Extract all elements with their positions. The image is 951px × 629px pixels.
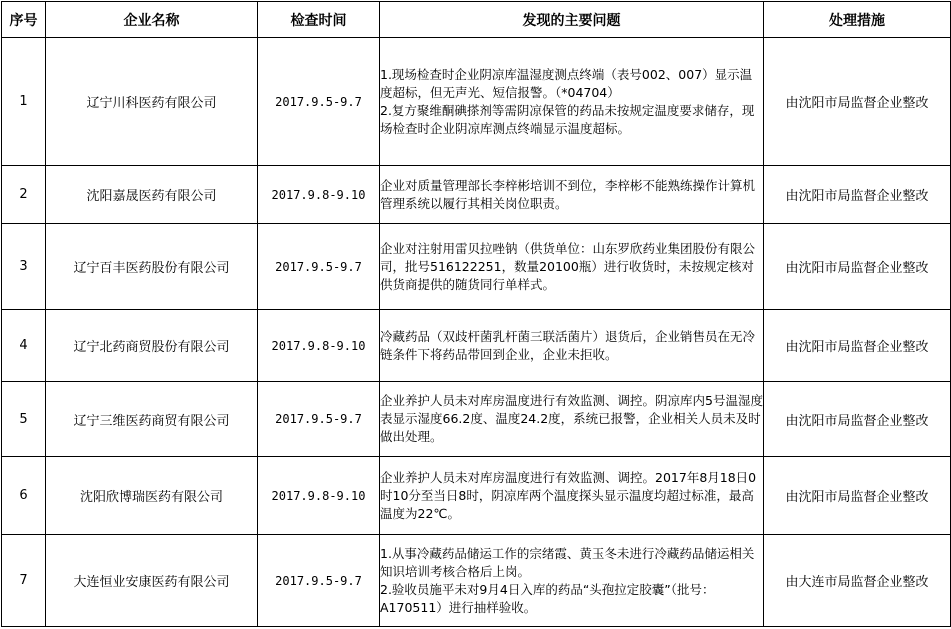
table-row <box>2 457 951 535</box>
inspection-date: 2017.9.5-9.7 <box>258 535 380 627</box>
inspection-date: 2017.9.8-9.10 <box>258 457 380 535</box>
table-row <box>2 382 951 457</box>
issue-line: 1.从事冷藏药品储运工作的宗绪霞、黄玉冬未进行冷藏药品储运相关知识培训考核合格后上岗。 <box>380 545 755 579</box>
action-measure: 由沈阳市局监督企业整改 <box>764 457 951 535</box>
action-measure: 由沈阳市局监督企业整改 <box>764 38 951 166</box>
action-measure: 由大连市局监督企业整改 <box>764 535 951 627</box>
issue-line: 企业对注射用雷贝拉唑钠（供货单位：山东罗欣药业集团股份有限公司，批号516122251，数量20100瓶）进行收货时，未按规定核对供货商提供的随货同行单样式。 <box>380 240 756 292</box>
action-measure: 由沈阳市局监督企业整改 <box>764 310 951 382</box>
header-action: 处理措施 <box>764 2 951 38</box>
inspection-date: 2017.9.5-9.7 <box>258 382 380 457</box>
table-row <box>2 224 951 310</box>
row-seq: 4 <box>2 310 46 382</box>
issue-line: 企业对质量管理部长李梓彬培训不到位，李梓彬不能熟练操作计算机管理系统以履行其相关岗位职责。 <box>380 177 756 211</box>
table-row <box>2 310 951 382</box>
company-name: 辽宁百丰医药股份有限公司 <box>46 224 258 310</box>
issues-cell <box>380 166 764 224</box>
inspection-date: 2017.9.8-9.10 <box>258 166 380 224</box>
row-seq: 5 <box>2 382 46 457</box>
action-measure: 由沈阳市局监督企业整改 <box>764 166 951 224</box>
issues-cell <box>380 382 764 457</box>
company-name: 辽宁川科医药有限公司 <box>46 38 258 166</box>
action-measure: 由沈阳市局监督企业整改 <box>764 224 951 310</box>
header-company: 企业名称 <box>46 2 258 38</box>
issues-cell <box>380 38 764 166</box>
row-seq: 2 <box>2 166 46 224</box>
company-name: 沈阳嘉晟医药有限公司 <box>46 166 258 224</box>
issue-line: 企业养护人员未对库房温度进行有效监测、调控。2017年8月18日0时10分至当日8时，阴凉库两个温度探头显示温度均超过标准，最高温度为22℃。 <box>380 469 757 521</box>
issues-cell <box>380 310 764 382</box>
inspection-table <box>1 1 951 627</box>
row-seq: 6 <box>2 457 46 535</box>
header-issues: 发现的主要问题 <box>380 2 764 38</box>
inspection-date: 2017.9.8-9.10 <box>258 310 380 382</box>
company-name: 辽宁北药商贸股份有限公司 <box>46 310 258 382</box>
company-name: 大连恒业安康医药有限公司 <box>46 535 258 627</box>
issue-line: 2.验收员施平未对9月4日入库的药品“头孢拉定胶囊”（批号：A170511）进行抽样验收。 <box>380 581 715 615</box>
action-measure: 由沈阳市局监督企业整改 <box>764 382 951 457</box>
inspection-date: 2017.9.5-9.7 <box>258 38 380 166</box>
company-name: 辽宁三维医药商贸有限公司 <box>46 382 258 457</box>
header-row <box>2 2 951 38</box>
table-row <box>2 535 951 627</box>
header-seq: 序号 <box>2 2 46 38</box>
inspection-date: 2017.9.5-9.7 <box>258 224 380 310</box>
issue-line: 1.现场检查时企业阴凉库温湿度测点终端（表号002、007）显示温度超标，但无声光、短信报警。（*04704） <box>380 66 753 100</box>
company-name: 沈阳欣博瑞医药有限公司 <box>46 457 258 535</box>
issue-line: 冷藏药品（双歧杆菌乳杆菌三联活菌片）退货后，企业销售员在无冷链条件下将药品带回到企业，企业未拒收。 <box>380 328 756 362</box>
issues-cell <box>380 457 764 535</box>
table-row <box>2 38 951 166</box>
header-date: 检查时间 <box>258 2 380 38</box>
issues-cell <box>380 224 764 310</box>
table-row <box>2 166 951 224</box>
issues-cell <box>380 535 764 627</box>
row-seq: 1 <box>2 38 46 166</box>
row-seq: 3 <box>2 224 46 310</box>
issue-line: 2.复方聚维酮碘搽剂等需阴凉保管的药品未按规定温度要求储存，现场检查时企业阴凉库测点终端显示温度超标。 <box>380 102 755 136</box>
issue-line: 企业养护人员未对库房温度进行有效监测、调控。阴凉库内5号温湿度表显示湿度66.2度、温度24.2度，系统已报警，企业相关人员未及时做出处理。 <box>380 393 763 444</box>
row-seq: 7 <box>2 535 46 627</box>
